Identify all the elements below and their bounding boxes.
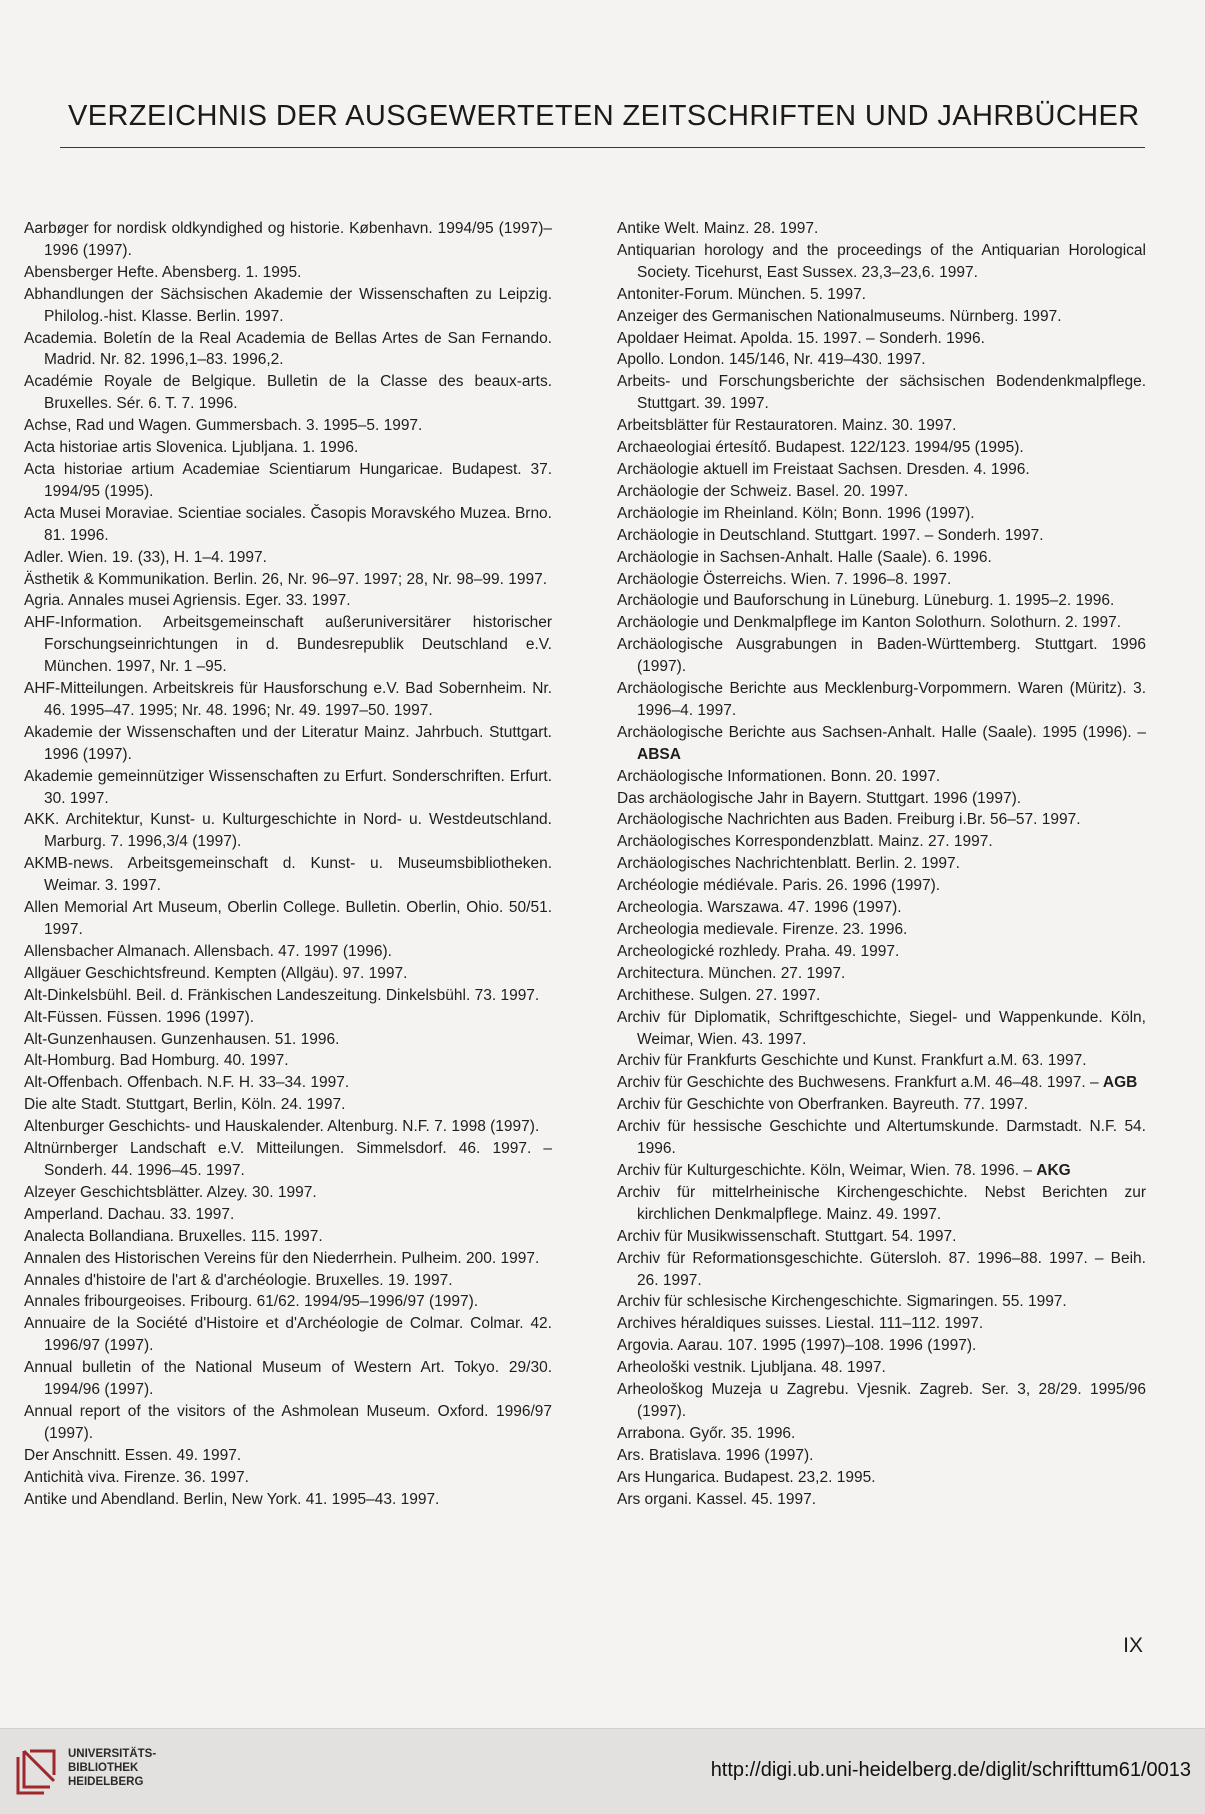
journal-entry: Die alte Stadt. Stuttgart, Berlin, Köln. 24. 1997. xyxy=(24,1096,346,1114)
journal-entry: Allensbacher Almanach. Allensbach. 47. 1997 (1996). xyxy=(24,942,392,960)
journal-entry-text: Archäologie in Deutschland. Stuttgart. 1997. – Sonderh. 1997. xyxy=(617,526,1044,544)
journal-entry: Annales fribourgeoises. Fribourg. 61/62. 1994/95–1996/97 (1997). xyxy=(24,1293,479,1311)
journal-entry xyxy=(617,1050,1146,1072)
journal-entry xyxy=(617,612,1146,634)
journal-entry: Alzeyer Geschichtsblätter. Alzey. 30. 1997. xyxy=(24,1183,317,1201)
page-title: VERZEICHNIS DER AUSGEWERTETEN ZEITSCHRIFTEN UND JAHRBÜCHER xyxy=(68,100,1140,132)
journal-entry xyxy=(617,1357,1146,1379)
journal-entry xyxy=(617,1489,1146,1511)
journal-entry xyxy=(617,1379,1146,1423)
journal-entry-text: Archithese. Sulgen. 27. 1997. xyxy=(617,986,821,1004)
journal-entry-text: Archäologie der Schweiz. Basel. 20. 1997. xyxy=(617,482,909,500)
journal-entry-text: Archäologie im Rheinland. Köln; Bonn. 1996 (1997). xyxy=(617,504,975,522)
journal-entry xyxy=(617,1072,1146,1094)
journal-entry xyxy=(617,722,1146,766)
journal-abbreviation: AGB xyxy=(1102,1074,1138,1092)
journal-entry: Amperland. Dachau. 33. 1997. xyxy=(24,1205,235,1223)
journal-entry-text: Arheološkog Muzeja u Zagrebu. Vjesnik. Zagreb. Ser. 3, 28/29. 1995/96 (1997). xyxy=(617,1381,1146,1420)
journal-entry: Abhandlungen der Sächsischen Akademie der Wissenschaften zu Leipzig. Philolog.-hist. Klasse. Berlin. 1997. xyxy=(24,285,552,325)
journal-entry: Académie Royale de Belgique. Bulletin de la Classe des beaux-arts. Bruxelles. Sér. 6. T. 7. 1996. xyxy=(24,373,552,413)
journal-entry: Altnürnberger Landschaft e.V. Mitteilungen. Simmelsdorf. 46. 1997. – Sonderh. 44. 1996–45. 1997. xyxy=(24,1140,552,1179)
journal-entry-text: Antiquarian horology and the proceedings of the Antiquarian Horological Society. Ticehurst, East Sussex. 23,3–23,6. 1997. xyxy=(617,241,1146,281)
journal-entry: AHF-Information. Arbeitsgemeinschaft außeruniversitärer historischer Forschungseinrichtungen in d. Bundesrepublik Deutschland e.V. München. 1997, Nr. 1 –95. xyxy=(24,614,552,676)
journal-entry xyxy=(617,415,1146,437)
journal-entry: Allgäuer Geschichtsfreund. Kempten (Allgäu). 97. 1997. xyxy=(24,964,408,982)
journal-entry: AHF-Mitteilungen. Arbeitskreis für Hausforschung e.V. Bad Sobernheim. Nr. 46. 1995–47. 1995; Nr. 48. 1996; Nr. 49. 1997–50. 1997. xyxy=(24,680,552,719)
journal-entry: Der Anschnitt. Essen. 49. 1997. xyxy=(24,1446,242,1464)
journal-entry: Allen Memorial Art Museum, Oberlin College. Bulletin. Oberlin, Ohio. 50/51. 1997. xyxy=(24,899,552,938)
journal-entry: Annual bulletin of the National Museum of Western Art. Tokyo. 29/30. 1994/96 (1997). xyxy=(24,1359,552,1399)
journal-entry-text: Archeologia medievale. Firenze. 23. 1996. xyxy=(617,921,908,938)
journal-entry: Acta Musei Moraviae. Scientiae sociales. Časopis Moravského Muzea. Brno. 81. 1996. xyxy=(24,504,552,544)
journal-entry xyxy=(617,1160,1146,1182)
journal-entry-text: Archiv für hessische Geschichte und Altertumskunde. Darmstadt. N.F. 54. 1996. xyxy=(617,1118,1146,1158)
journal-entry-text: Arrabona. Győr. 35. 1996. xyxy=(617,1424,796,1442)
journal-entry: Annalen des Historischen Vereins für den Niederrhein. Pulheim. 200. 1997. xyxy=(24,1249,540,1267)
right-column xyxy=(617,218,1146,1510)
journal-entry xyxy=(617,1116,1146,1160)
journal-entry-text: Archäologie und Denkmalpflege im Kanton Solothurn. Solothurn. 2. 1997. xyxy=(617,614,1122,632)
journal-entry xyxy=(617,1291,1146,1313)
journal-entry xyxy=(617,371,1146,415)
journal-entry xyxy=(617,853,1146,875)
journal-entry-text: Arbeits- und Forschungsberichte der sächsischen Bodendenkmalpflege. Stuttgart. 39. 1997. xyxy=(617,373,1146,413)
journal-entry xyxy=(617,1445,1146,1467)
journal-entry-text: Anzeiger des Germanischen Nationalmuseums. Nürnberg. 1997. xyxy=(617,307,1062,325)
journal-entry: Abensberger Hefte. Abensberg. 1. 1995. xyxy=(24,263,302,281)
journal-entry xyxy=(617,284,1146,306)
journal-entry-text: Arbeitsblätter für Restauratoren. Mainz. 30. 1997. xyxy=(617,417,957,435)
journal-entry-text: Archäologie Österreichs. Wien. 7. 1996–8. 1997. xyxy=(617,570,952,588)
journal-entry xyxy=(617,328,1146,350)
library-name-line: HEIDELBERG xyxy=(68,1776,144,1788)
journal-entry-text: Apoldaer Heimat. Apolda. 15. 1997. – Sonderh. 1996. xyxy=(617,329,985,347)
journal-entry xyxy=(617,985,1146,1007)
journal-entry-text: Antike Welt. Mainz. 28. 1997. xyxy=(617,220,819,237)
journal-entry xyxy=(617,809,1146,831)
journal-entry xyxy=(617,547,1146,569)
journal-entry xyxy=(617,1423,1146,1445)
journal-entry-text: Archiv für Geschichte von Oberfranken. Bayreuth. 77. 1997. xyxy=(617,1096,1028,1114)
journal-abbreviation: ABSA xyxy=(637,745,681,763)
journal-entry xyxy=(617,875,1146,897)
journal-abbreviation: AKG xyxy=(1036,1161,1071,1179)
journal-entry-text: Archiv für Musikwissenschaft. Stuttgart. 54. 1997. xyxy=(617,1227,957,1245)
journal-entry-text: Archiv für schlesische Kirchengeschichte. Sigmaringen. 55. 1997. xyxy=(617,1293,1067,1311)
journal-entry-text: Architectura. München. 27. 1997. xyxy=(617,964,846,982)
library-name-line: UNIVERSITÄTS- xyxy=(68,1748,157,1760)
journal-entry xyxy=(617,1467,1146,1489)
journal-entry: Annales d'histoire de l'art & d'archéologie. Bruxelles. 19. 1997. xyxy=(24,1271,453,1289)
journal-entry xyxy=(617,240,1146,284)
journal-entry: Alt-Offenbach. Offenbach. N.F. H. 33–34. 1997. xyxy=(24,1074,350,1092)
journal-entry xyxy=(617,437,1146,459)
journal-entry-text: Archäologische Berichte aus Sachsen-Anhalt. Halle (Saale). 1995 (1996). – xyxy=(617,723,1146,741)
journal-entry xyxy=(617,766,1146,788)
journal-entry-text: Archäologie aktuell im Freistaat Sachsen. Dresden. 4. 1996. xyxy=(617,460,1030,478)
journal-entry: Annual report of the visitors of the Ashmolean Museum. Oxford. 1996/97 (1997). xyxy=(24,1402,552,1442)
journal-entry-text: Archeologické rozhledy. Praha. 49. 1997. xyxy=(617,942,900,960)
journal-entry xyxy=(617,941,1146,963)
journal-entry-text: Archeologia. Warszawa. 47. 1996 (1997). xyxy=(617,899,902,917)
journal-entry-text: Archäologische Nachrichten aus Baden. Freiburg i.Br. 56–57. 1997. xyxy=(617,811,1081,829)
journal-entry-text: Archäologisches Nachrichtenblatt. Berlin. 2. 1997. xyxy=(617,855,960,873)
footer-bar xyxy=(0,1728,1205,1814)
journal-entry xyxy=(617,1335,1146,1357)
journal-entry-text: Archives héraldiques suisses. Liestal. 111–112. 1997. xyxy=(617,1315,984,1333)
journal-entry-text: Archiv für Frankfurts Geschichte und Kunst. Frankfurt a.M. 63. 1997. xyxy=(617,1052,1087,1070)
journal-entry xyxy=(617,963,1146,985)
journal-entry-text: Antoniter-Forum. München. 5. 1997. xyxy=(617,285,866,303)
journal-entry-text: Arheološki vestnik. Ljubljana. 48. 1997. xyxy=(617,1359,886,1377)
title-rule xyxy=(60,147,1145,148)
journal-entry: Aarbøger for nordisk oldkyndighed og historie. København. 1994/95 (1997)–1996 (1997). xyxy=(24,220,552,259)
journal-entry xyxy=(617,678,1146,722)
journal-entry-text: Archiv für Geschichte des Buchwesens. Frankfurt a.M. 46–48. 1997. – xyxy=(617,1074,1103,1092)
journal-entry-text: Archéologie médiévale. Paris. 26. 1996 (1997). xyxy=(617,877,941,895)
journal-entry: Alt-Gunzenhausen. Gunzenhausen. 51. 1996. xyxy=(24,1030,340,1048)
journal-entry-text: Archiv für Reformationsgeschichte. Gütersloh. 87. 1996–88. 1997. – Beih. 26. 1997. xyxy=(617,1249,1146,1289)
journal-entry: Akademie der Wissenschaften und der Literatur Mainz. Jahrbuch. Stuttgart. 1996 (1997). xyxy=(24,723,552,763)
journal-entry-text: Archäologie in Sachsen-Anhalt. Halle (Saale). 6. 1996. xyxy=(617,548,992,566)
journal-entry-text: Apollo. London. 145/146, Nr. 419–430. 1997. xyxy=(617,351,926,369)
journal-entry xyxy=(617,525,1146,547)
journal-entry-text: Argovia. Aarau. 107. 1995 (1997)–108. 1996 (1997). xyxy=(617,1337,977,1355)
journal-entry xyxy=(617,897,1146,919)
journal-entry xyxy=(617,349,1146,371)
page-number: IX xyxy=(1123,1634,1143,1657)
journal-entry: Analecta Bollandiana. Bruxelles. 115. 1997. xyxy=(24,1227,323,1245)
journal-entry xyxy=(617,459,1146,481)
journal-entry: Akademie gemeinnütziger Wissenschaften zu Erfurt. Sonderschriften. Erfurt. 30. 1997. xyxy=(24,767,552,807)
journal-entry xyxy=(617,1313,1146,1335)
journal-entry xyxy=(617,919,1146,941)
journal-entry-text: Archaeologiai értesítő. Budapest. 122/123. 1994/95 (1995). xyxy=(617,439,1024,457)
journal-entry: Annuaire de la Société d'Histoire et d'Archéologie de Colmar. Colmar. 42. 1996/97 (1997). xyxy=(24,1315,552,1355)
journal-entry-text: Archiv für mittelrheinische Kirchengeschichte. Nebst Berichten zur kirchlichen Denkmalpflege. Mainz. 49. 1997. xyxy=(617,1183,1146,1223)
journal-entry: Acta historiae artis Slovenica. Ljubljana. 1. 1996. xyxy=(24,439,359,457)
journal-entry-text: Ars. Bratislava. 1996 (1997). xyxy=(617,1446,814,1464)
journal-entry xyxy=(617,306,1146,328)
journal-entry-text: Archiv für Diplomatik, Schriftgeschichte, Siegel- und Wappenkunde. Köln, Weimar, Wien. 43. 1997. xyxy=(617,1008,1146,1048)
journal-entry-text: Archäologische Informationen. Bonn. 20. 1997. xyxy=(617,767,941,785)
journal-entry xyxy=(617,1226,1146,1248)
source-url[interactable]: http://digi.ub.uni-heidelberg.de/diglit/schrifttum61/0013 xyxy=(710,1759,1191,1781)
journal-entry: Academia. Boletín de la Real Academia de Bellas Artes de San Fernando. Madrid. Nr. 82. 1996,1–83. 1996,2. xyxy=(24,329,552,369)
journal-entry-text: Archäologie und Bauforschung in Lüneburg. Lüneburg. 1. 1995–2. 1996. xyxy=(617,592,1115,610)
journal-entry-text: Ars organi. Kassel. 45. 1997. xyxy=(617,1490,817,1508)
journal-entry: AKK. Architektur, Kunst- u. Kulturgeschichte in Nord- u. Westdeutschland. Marburg. 7. 1996,3/4 (1997). xyxy=(24,811,552,851)
journal-entry-text: Archäologisches Korrespondenzblatt. Mainz. 27. 1997. xyxy=(617,833,993,851)
library-logo-icon xyxy=(14,1743,58,1797)
library-name-line: BIBLIOTHEK xyxy=(68,1762,139,1774)
journal-entry-text: Archäologische Berichte aus Mecklenburg-Vorpommern. Waren (Müritz). 3. 1996–4. 1997. xyxy=(617,680,1146,719)
journal-entry: Alt-Dinkelsbühl. Beil. d. Fränkischen Landeszeitung. Dinkelsbühl. 73. 1997. xyxy=(24,986,540,1004)
journal-entry xyxy=(617,503,1146,525)
journal-entry: Antike und Abendland. Berlin, New York. 41. 1995–43. 1997. xyxy=(24,1490,440,1508)
journal-entry-text: Ars Hungarica. Budapest. 23,2. 1995. xyxy=(617,1468,876,1486)
journal-entry xyxy=(617,569,1146,591)
journal-entry xyxy=(617,1094,1146,1116)
journal-entry: Alt-Homburg. Bad Homburg. 40. 1997. xyxy=(24,1052,289,1070)
journal-entry-text: Das archäologische Jahr in Bayern. Stuttgart. 1996 (1997). xyxy=(617,789,1022,807)
journal-entry xyxy=(617,1182,1146,1226)
journal-entry xyxy=(617,788,1146,810)
journal-entry: Agria. Annales musei Agriensis. Eger. 33. 1997. xyxy=(24,592,351,610)
journal-entry-text: Archiv für Kulturgeschichte. Köln, Weimar, Wien. 78. 1996. – xyxy=(617,1161,1037,1179)
journal-entry xyxy=(617,831,1146,853)
journal-entry xyxy=(617,218,1146,240)
journal-entry: Ästhetik & Kommunikation. Berlin. 26, Nr. 96–97. 1997; 28, Nr. 98–99. 1997. xyxy=(24,570,548,588)
journal-entry-text: Archäologische Ausgrabungen in Baden-Württemberg. Stuttgart. 1996 (1997). xyxy=(617,636,1146,676)
journal-entry: AKMB-news. Arbeitsgemeinschaft d. Kunst- u. Museumsbibliotheken. Weimar. 3. 1997. xyxy=(24,855,552,895)
journal-entry xyxy=(617,1248,1146,1292)
journal-entry: Alt-Füssen. Füssen. 1996 (1997). xyxy=(24,1008,255,1026)
journal-entry: Altenburger Geschichts- und Hauskalender. Altenburg. N.F. 7. 1998 (1997). xyxy=(24,1118,540,1136)
journal-entry xyxy=(617,481,1146,503)
library-name xyxy=(68,1747,156,1789)
journal-entry: Antichità viva. Firenze. 36. 1997. xyxy=(24,1468,249,1486)
journal-entry: Achse, Rad und Wagen. Gummersbach. 3. 1995–5. 1997. xyxy=(24,417,423,435)
journal-entry xyxy=(617,634,1146,678)
journal-entry: Adler. Wien. 19. (33), H. 1–4. 1997. xyxy=(24,548,267,566)
left-column xyxy=(24,218,552,1510)
journal-entry xyxy=(617,1007,1146,1051)
journal-entry xyxy=(617,590,1146,612)
journal-entry: Acta historiae artium Academiae Scientiarum Hungaricae. Budapest. 37. 1994/95 (1995). xyxy=(24,460,552,500)
